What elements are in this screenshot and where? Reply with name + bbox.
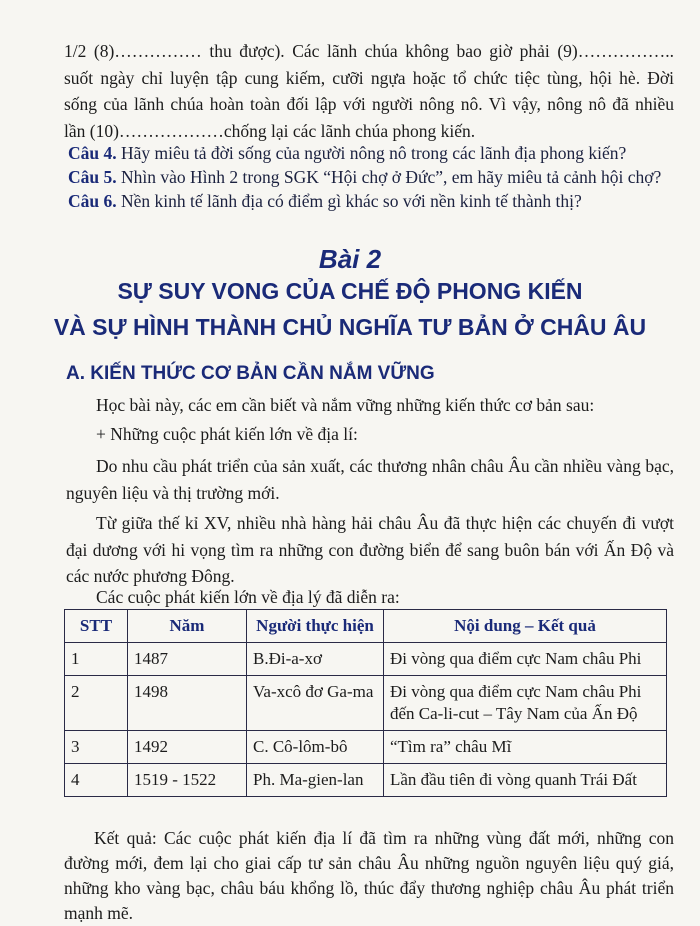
header-content: Nội dung – Kết quả: [384, 610, 667, 643]
cell-person: Ph. Ma-gien-lan: [247, 764, 384, 797]
cell-person: B.Đi-a-xơ: [247, 643, 384, 676]
question-text: Hãy miêu tả đời sống của người nông nô trong các lãnh địa phong kiến?: [121, 143, 627, 163]
discoveries-table: [64, 609, 667, 797]
table-row: [65, 764, 667, 797]
question-text: Nhìn vào Hình 2 trong SGK “Hội chợ ở Đức”, em hãy miêu tả cảnh hội chợ?: [121, 167, 662, 187]
question-label: Câu 6.: [68, 191, 117, 211]
cell-person: C. Cô-lôm-bô: [247, 731, 384, 764]
text-line: sống của lãnh chúa hoàn toàn đối lập với người nông nô. Vì vậy, nông nô đã nhiều: [64, 94, 674, 114]
cell-year: 1519 - 1522: [128, 764, 247, 797]
lesson-title-line-2: VÀ SỰ HÌNH THÀNH CHỦ NGHĨA TƯ BẢN Ở CHÂU ÂU: [53, 314, 647, 340]
cell-stt: 2: [65, 676, 128, 731]
paragraph-2: Từ giữa thế kỉ XV, nhiều nhà hàng hải châu Âu đã thực hiện các chuyến đi vượt đại dương với hi vọng tìm ra những con đường biển để sang buôn bán với Ấn Độ và các nước phương Đông.: [66, 513, 674, 586]
cell-stt: 1: [65, 643, 128, 676]
question-label: Câu 5.: [68, 167, 117, 187]
table-caption: Các cuộc phát kiến lớn về địa lý đã diễn ra:: [96, 587, 400, 607]
intro-text: Học bài này, các em cần biết và nắm vững những kiến thức cơ bản sau:: [96, 395, 595, 415]
text-line: suốt ngày chỉ luyện tập cung kiếm, cưỡi ngựa hoặc tổ chức tiệc tùng, hội hè. Đời: [64, 67, 674, 88]
question-text: Nền kinh tế lãnh địa có điểm gì khác so với nền kinh tế thành thị?: [121, 191, 582, 211]
cell-stt: 3: [65, 731, 128, 764]
cell-stt: 4: [65, 764, 128, 797]
lesson-number: Bài 2: [318, 244, 382, 274]
cell-year: 1487: [128, 643, 247, 676]
result-paragraph: Kết quả: Các cuộc phát kiến địa lí đã tìm ra những vùng đất mới, những con đường mới, đem lại cho giai cấp tư sản châu Âu những nguồn nguyên liệu quý giá, những kho vàng bạc, châu báu khổng lồ, thúc đẩy thương nghiệp châu Âu phát triển mạnh mẽ.: [64, 828, 674, 923]
cell-content: “Tìm ra” châu Mĩ: [384, 731, 667, 764]
lesson-title-line-1: SỰ SUY VONG CỦA CHẾ ĐỘ PHONG KIẾN: [117, 278, 583, 304]
question-4: [68, 143, 626, 164]
cell-year: 1492: [128, 731, 247, 764]
question-label: Câu 4.: [68, 143, 117, 163]
header-stt: STT: [65, 610, 128, 643]
continuation-paragraph: [64, 38, 674, 144]
text-line: 1/2 (8)…………… thu được). Các lãnh chúa không bao giờ phải (9)……………..: [64, 41, 674, 61]
question-5: [68, 167, 661, 188]
bullet-text: + Những cuộc phát kiến lớn về địa lí:: [96, 424, 358, 444]
table-header-row: [65, 610, 667, 643]
cell-person: Va-xcô đơ Ga-ma: [247, 676, 384, 731]
text-line: lần (10)………………chống lại các lãnh chúa phong kiến.: [64, 120, 476, 141]
cell-year: 1498: [128, 676, 247, 731]
paragraph-1: Do nhu cầu phát triển của sản xuất, các thương nhân châu Âu cần nhiều vàng bạc, nguyên liệu và thị trường mới.: [66, 456, 674, 503]
section-heading: A. KIẾN THỨC CƠ BẢN CẦN NẮM VỮNG: [66, 363, 435, 384]
table-row: [65, 643, 667, 676]
header-year: Năm: [128, 610, 247, 643]
table-row: [65, 731, 667, 764]
table-row: [65, 676, 667, 731]
cell-content: Đi vòng qua điểm cực Nam châu Phi: [384, 643, 667, 676]
cell-content: Lần đầu tiên đi vòng quanh Trái Đất: [384, 764, 667, 797]
header-person: Người thực hiện: [247, 610, 384, 643]
question-6: [68, 191, 582, 212]
cell-content: Đi vòng qua điểm cực Nam châu Phi đến Ca-li-cut – Tây Nam của Ấn Độ: [384, 676, 667, 731]
